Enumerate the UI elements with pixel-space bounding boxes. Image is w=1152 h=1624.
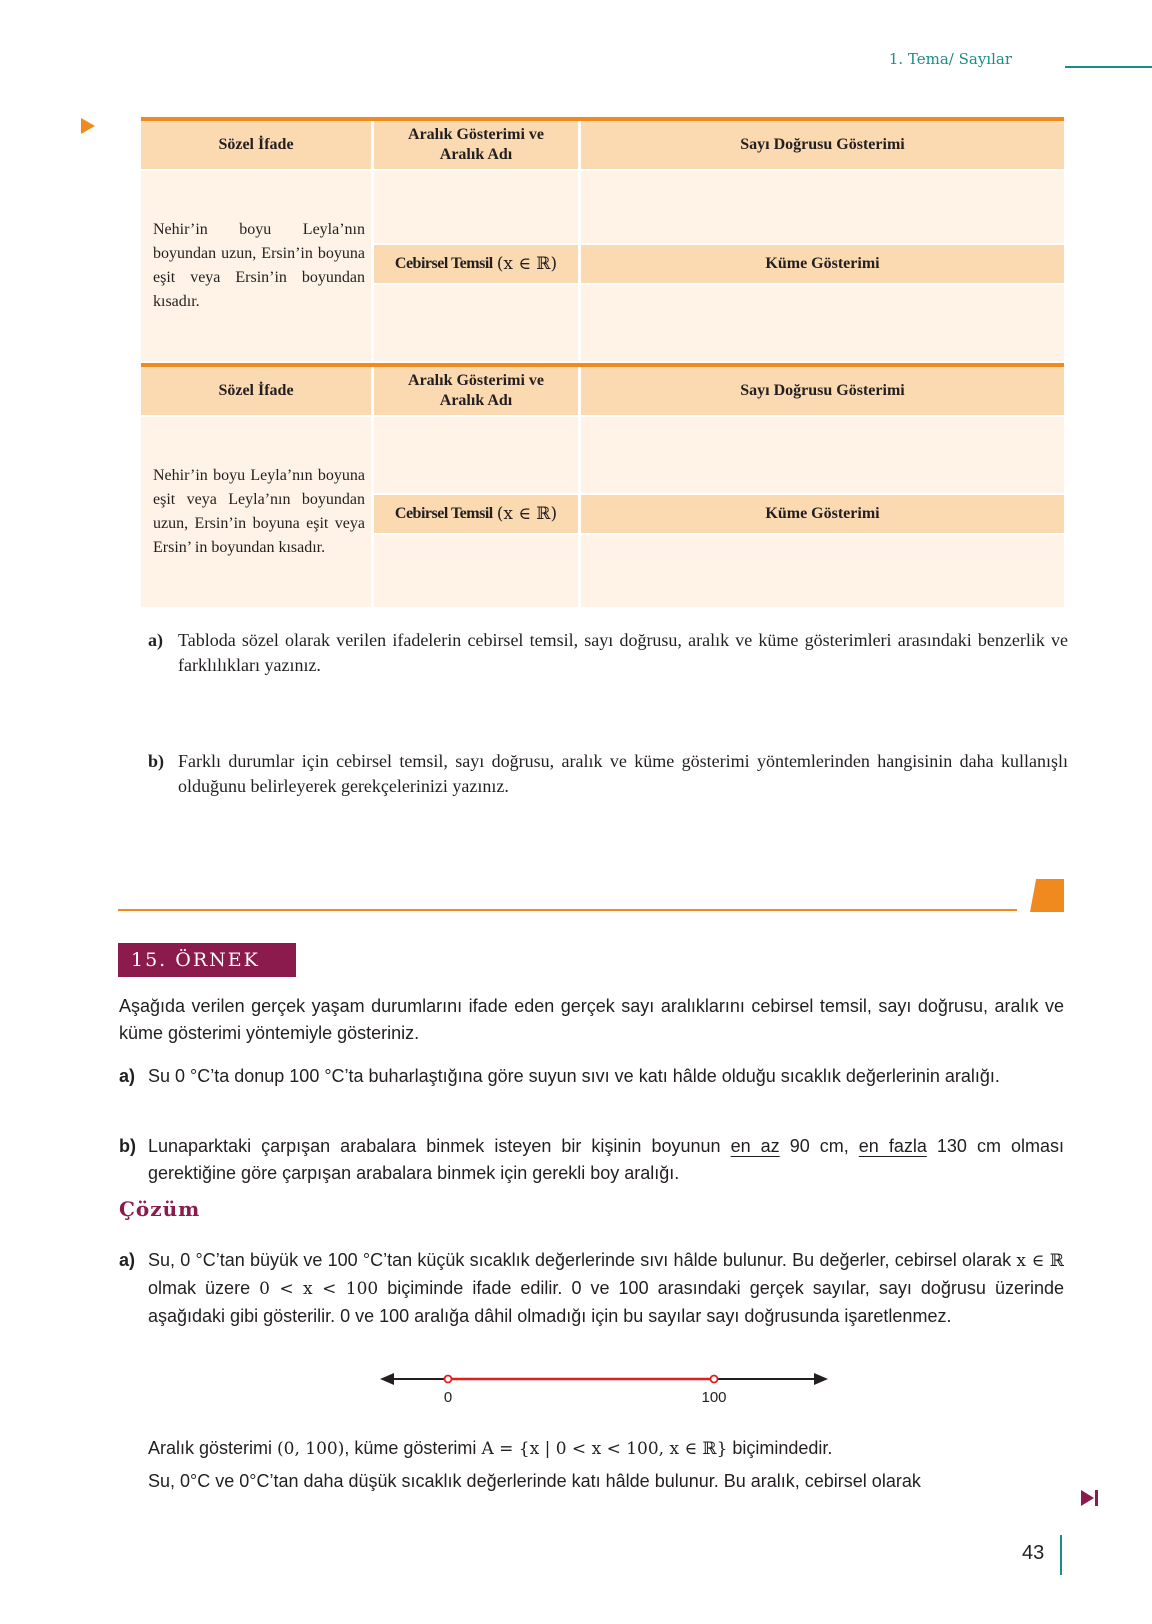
kume-answer-cell-2[interactable] bbox=[581, 535, 1064, 607]
example-item-a bbox=[119, 1063, 1064, 1090]
example-item-b-text bbox=[148, 1133, 1064, 1187]
play-icon bbox=[81, 118, 95, 134]
section-separator bbox=[118, 909, 1017, 911]
col-header-sayi-dogrusu: Sayı Doğrusu Gösterimi bbox=[581, 121, 1064, 169]
item-b-text-1: Lunaparktaki çarpışan arabalara binmek isteyen bir kişinin boyunun bbox=[148, 1136, 731, 1156]
solution-a-text-3: biçiminde ifade edilir. 0 ve 100 arasındaki gerçek sayılar, sayı doğrusu üzerinde aşağıdaki gibi gösterilir. 0 ve 100 aralığa dâhil olmadığı için bu sayılar sayı doğrusunda işaretlenmez. bbox=[148, 1278, 1064, 1326]
last-line: Su, 0°C ve 0°C’tan daha düşük sıcaklık değerlerinde katı hâlde bulunur. Bu aralık, cebirsel olarak bbox=[148, 1471, 921, 1491]
solution-a bbox=[119, 1247, 1064, 1330]
item-b-text-3: 130 cm olması gerektiğine göre çarpışan arabalara binmek için gerekli boy aralığı. bbox=[148, 1136, 1065, 1183]
cebirsel-temsil-text: Cebirsel Temsil bbox=[394, 255, 493, 272]
interval-text-3: biçimindedir. bbox=[727, 1438, 833, 1458]
interval-math: (0, 100) bbox=[277, 1439, 345, 1459]
question-b-label: b) bbox=[148, 751, 165, 771]
set-math: A = {x | 0 < x < 100, x ∈ ℝ} bbox=[481, 1439, 728, 1459]
question-a bbox=[148, 628, 1068, 678]
solution-a-text bbox=[148, 1247, 1064, 1330]
cebirsel-answer-cell-2[interactable] bbox=[374, 535, 578, 607]
kume-gosterimi-label: Küme Gösterimi bbox=[581, 245, 1064, 283]
question-a-label: a) bbox=[148, 630, 163, 650]
interval-text-1: Aralık gösterimi bbox=[148, 1438, 278, 1458]
example-item-b bbox=[119, 1133, 1064, 1187]
open-point-right bbox=[711, 1376, 718, 1383]
question-a-text: Tabloda sözel olarak verilen ifadelerin cebirsel temsil, sayı doğrusu, aralık ve küme gösterimleri arasındaki benzerlik ve farklılıkları yazınız. bbox=[178, 630, 1068, 675]
aralik-answer-cell[interactable] bbox=[374, 171, 578, 243]
col-header-sozel-2: Sözel İfade bbox=[141, 367, 371, 415]
question-b-text: Farklı durumlar için cebirsel temsil, sayı doğrusu, aralık ve küme gösterimi yöntemlerinden hangisinin daha kullanışlı olduğunu belirleyerek gerekçelerinizi yazınız. bbox=[178, 751, 1068, 796]
col-header-aralik-2: Aralık Gösterimi ve Aralık Adı bbox=[374, 367, 578, 415]
header-rule bbox=[1065, 66, 1152, 68]
sozel-ifade-text: Nehir’in boyu Leyla’nın boyundan uzun, Ersin’in boyuna eşit veya Ersin’in boyundan kısadır. bbox=[153, 221, 365, 310]
solution-a-label: a) bbox=[119, 1250, 136, 1270]
col-header-aralik: Aralık Gösterimi ve Aralık Adı bbox=[374, 121, 578, 169]
next-page-icon bbox=[1081, 1490, 1094, 1506]
solution-title: Çözüm bbox=[119, 1197, 201, 1221]
sayi-dogrusu-answer-cell-2[interactable] bbox=[581, 417, 1064, 493]
number-line bbox=[380, 1368, 840, 1418]
cebirsel-temsil-label bbox=[374, 245, 578, 283]
cebirsel-math-2: (x ∈ ℝ) bbox=[496, 504, 558, 524]
interval-sentence bbox=[148, 1435, 1068, 1463]
question-b bbox=[148, 749, 1068, 799]
sozel-ifade-text-2: Nehir’in boyu Leyla’nın boyuna eşit veya Leyla’nın boyundan uzun, Ersin’in boyuna eşit veya Ersin’ in boyundan kısadır. bbox=[153, 467, 365, 556]
example-intro: Aşağıda verilen gerçek yaşam durumlarını ifade eden gerçek sayı aralıklarını cebirsel temsil, sayı doğrusu, aralık ve küme gösterimi yöntemiyle gösteriniz. bbox=[119, 996, 1064, 1043]
cebirsel-temsil-label-2 bbox=[374, 495, 578, 533]
open-point-left bbox=[445, 1376, 452, 1383]
cebirsel-temsil-text-2: Cebirsel Temsil bbox=[394, 505, 493, 522]
example-item-a-text: Su 0 °C’ta donup 100 °C’ta buharlaştığına göre suyun sıvı ve katı hâlde olduğu sıcaklık değerlerinin aralığı. bbox=[148, 1066, 1000, 1086]
solution-a-math-2: 0 < x < 100 bbox=[259, 1279, 379, 1299]
col-header-sozel: Sözel İfade bbox=[141, 121, 371, 169]
underline-en-fazla: en fazla bbox=[858, 1136, 927, 1156]
solution-a-text-1: Su, 0 °C’tan büyük ve 100 °C’tan küçük sıcaklık değerlerinde sıvı hâlde bulunur. Bu değerler, cebirsel olarak bbox=[148, 1250, 1017, 1270]
separator-tab bbox=[1030, 879, 1064, 912]
interval-text-2: , küme gösterimi bbox=[344, 1438, 482, 1458]
example-item-a-label: a) bbox=[119, 1066, 136, 1086]
cebirsel-answer-cell[interactable] bbox=[374, 285, 578, 361]
cebirsel-math: (x ∈ ℝ) bbox=[496, 254, 558, 274]
solution-a-math-1: x ∈ ℝ bbox=[1016, 1251, 1064, 1271]
page-number: 43 bbox=[1022, 1542, 1045, 1564]
sayi-dogrusu-answer-cell[interactable] bbox=[581, 171, 1064, 243]
section-header: 1. Tema/ Sayılar bbox=[888, 50, 1012, 68]
page-number-bar bbox=[1060, 1535, 1062, 1575]
comparison-table-1 bbox=[141, 117, 1064, 607]
kume-gosterimi-label-2: Küme Gösterimi bbox=[581, 495, 1064, 533]
item-b-text-2: 90 cm, bbox=[779, 1136, 859, 1156]
col-header-sayi-dogrusu-2: Sayı Doğrusu Gösterimi bbox=[581, 367, 1064, 415]
right-arrow-icon bbox=[814, 1373, 828, 1385]
tick-label-left: 0 bbox=[443, 1389, 453, 1406]
sozel-ifade-cell-2 bbox=[141, 417, 371, 607]
tick-label-right: 100 bbox=[701, 1389, 727, 1406]
next-page-icon-bar bbox=[1095, 1490, 1098, 1506]
number-line-svg bbox=[380, 1368, 840, 1418]
example-title-badge: 15. ÖRNEK bbox=[118, 943, 296, 977]
sozel-ifade-cell bbox=[141, 171, 371, 361]
kume-answer-cell[interactable] bbox=[581, 285, 1064, 361]
aralik-answer-cell-2[interactable] bbox=[374, 417, 578, 493]
left-arrow-icon bbox=[380, 1373, 394, 1385]
underline-en-az: en az bbox=[730, 1136, 780, 1156]
example-item-b-label: b) bbox=[119, 1136, 136, 1156]
solution-a-text-2: olmak üzere bbox=[148, 1278, 260, 1298]
